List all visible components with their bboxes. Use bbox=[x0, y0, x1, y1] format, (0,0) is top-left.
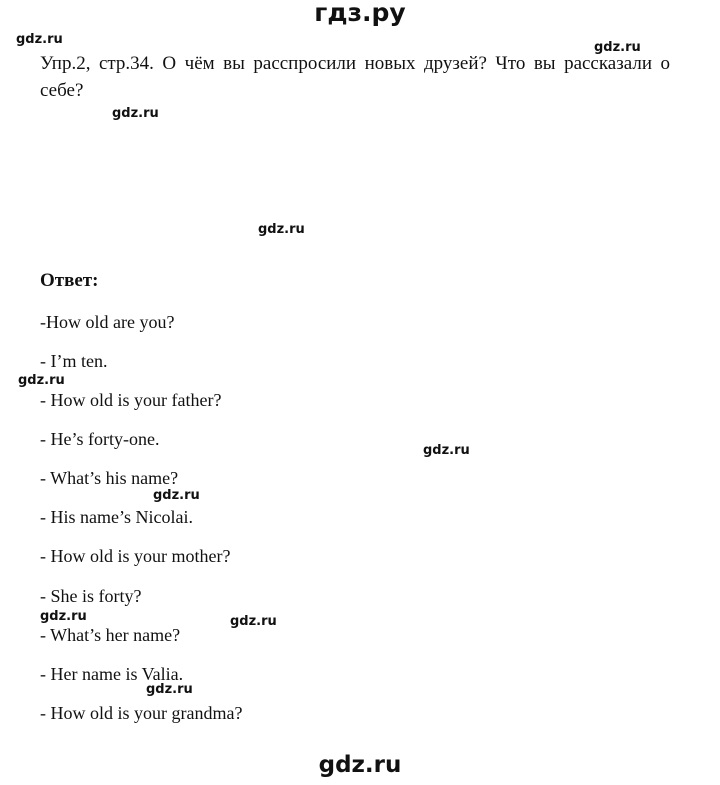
dialog-line: - How old is your grandma? bbox=[40, 703, 243, 723]
watermark: gdz.ru bbox=[594, 40, 641, 55]
dialog-line: - He’s forty-one. bbox=[40, 429, 160, 449]
dialog-line: - What’s his name? bbox=[40, 468, 179, 488]
task-statement: Упр.2, стр.34. О чём вы расспросили новых друзей? Что вы рассказали о себе? bbox=[40, 53, 670, 101]
watermark: gdz.ru bbox=[423, 443, 470, 458]
site-title: гдз.ру bbox=[314, 0, 406, 27]
watermark: gdz.ru bbox=[258, 222, 305, 237]
dialog-line: - What’s her name? bbox=[40, 625, 181, 645]
dialog-line: -How old are you? bbox=[40, 312, 175, 332]
dialog-line: - How old is your mother? bbox=[40, 546, 231, 566]
watermark: gdz.ru bbox=[146, 682, 193, 697]
watermark: gdz.ru bbox=[112, 106, 159, 121]
watermark: gdz.ru bbox=[16, 32, 63, 47]
watermark: gdz.ru bbox=[153, 488, 200, 503]
site-footer: gdz.ru bbox=[318, 752, 402, 778]
watermark: gdz.ru bbox=[230, 614, 277, 629]
dialog-line: - She is forty? bbox=[40, 586, 142, 606]
answer-heading: Ответ: bbox=[40, 270, 99, 291]
watermark: gdz.ru bbox=[40, 609, 87, 624]
dialog-line: - How old is your father? bbox=[40, 390, 222, 410]
dialog-line: - I’m ten. bbox=[40, 351, 108, 371]
watermark: gdz.ru bbox=[18, 373, 65, 388]
dialog-line: - Her name is Valia. bbox=[40, 664, 184, 684]
dialog-line: - His name’s Nicolai. bbox=[40, 507, 193, 527]
